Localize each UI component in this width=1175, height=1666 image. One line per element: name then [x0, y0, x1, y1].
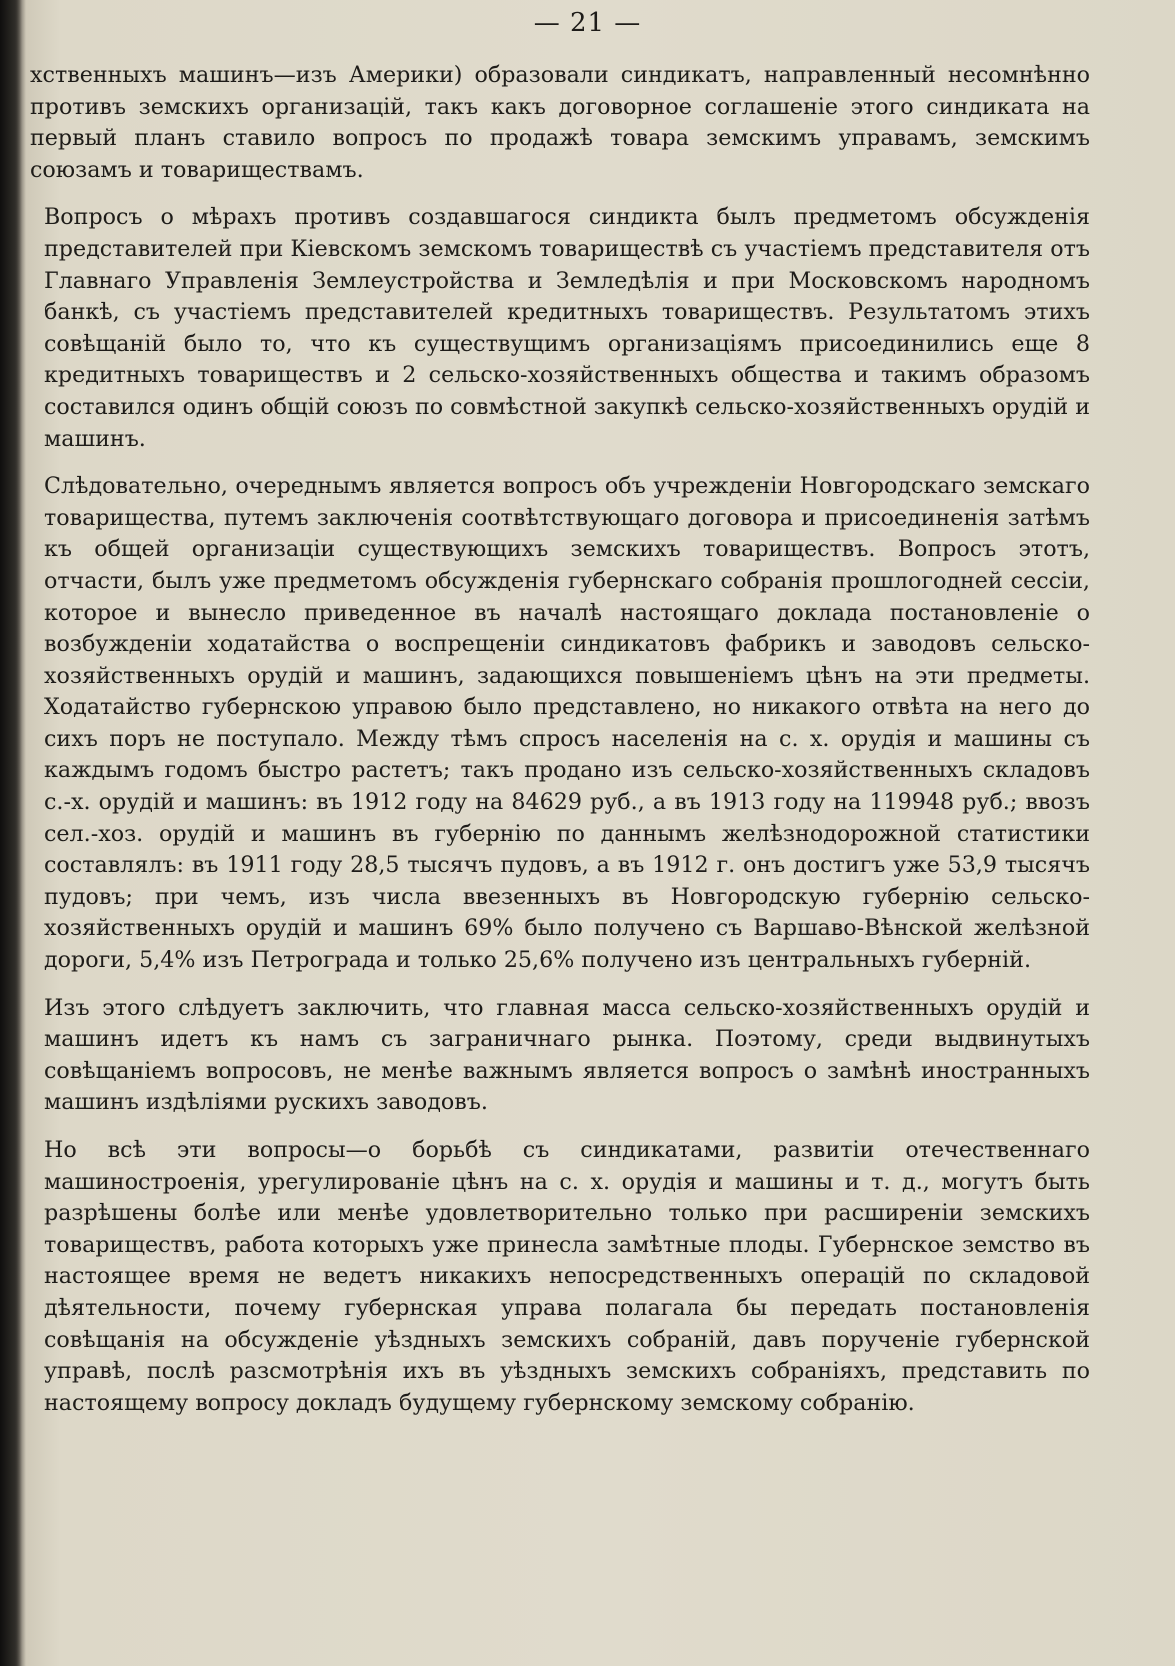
paragraph-5: Но всѣ эти вопросы—о борьбѣ съ синдикатами, развитіи отечественнаго машиностроенія, урегулированіе цѣнъ на с. х. орудія и машины и т. д., могутъ быть разрѣшены болѣе или менѣе удовлетворительно только при расширеніи земскихъ товариществъ, работа которыхъ уже принесла замѣтные плоды. Губернское земство въ настоящее время не ведетъ никакихъ непосредственныхъ операцій по складовой дѣятельности, почему губернская управа полагала бы передать постановленія совѣщанія на обсужденіе уѣздныхъ земскихъ собраній, давъ порученіе губернской управѣ, послѣ разсмотрѣнія ихъ въ уѣздныхъ земскихъ собраніяхъ, представить по настоящему вопросу докладъ будущему губернскому земскому собранію.: [44, 1137, 1090, 1416]
page-number: — 21 —: [533, 8, 642, 38]
document-body: [30, 60, 1090, 1419]
book-spine-shadow: [0, 0, 22, 1666]
paragraph-4: Изъ этого слѣдуетъ заключить, что главная масса сельско-хозяйственныхъ орудій и машинъ идетъ къ намъ съ заграничнаго рынка. Поэтому, среди выдвинутыхъ совѣщаніемъ вопросовъ, не менѣе важнымъ является вопросъ о замѣнѣ иностранныхъ машинъ издѣліями рускихъ заводовъ.: [44, 994, 1090, 1116]
paragraph-2: Вопросъ о мѣрахъ противъ создавшагося синдикта былъ предметомъ обсужденія представителей при Кіевскомъ земскомъ товариществѣ съ участіемъ представителя отъ Главнаго Управленія Землеустройства и Земледѣлія и при Московскомъ народномъ банкѣ, съ участіемъ представителей кредитныхъ товариществъ. Результатомъ этихъ совѣщаній было то, что къ существущимъ организаціямъ присоединились еще 8 кредитныхъ товариществъ и 2 сельско-хозяйственныхъ общества и такимъ образомъ составился одинъ общій союзъ по совмѣстной закупкѣ сельско-хозяйственныхъ орудій и машинъ.: [44, 204, 1090, 452]
paragraph-1: хственныхъ машинъ—изъ Америки) образовали синдикатъ, направленный несомнѣнно противъ земскихъ организацій, такъ какъ договорное соглашеніе этого синдиката на первый планъ ставило вопросъ по продажѣ товара земскимъ управамъ, земскимъ союзамъ и товариществамъ.: [30, 62, 1090, 183]
paragraph-3: Слѣдовательно, очереднымъ является вопросъ объ учрежденіи Новгородскаго земскаго товарищества, путемъ заключенія соотвѣтствующаго договора и присоединенія затѣмъ къ общей организаціи существующихъ земскихъ товариществъ. Вопросъ этотъ, отчасти, былъ уже предметомъ обсужденія губернскаго собранія прошлогодней сессіи, которое и вынесло приведенное въ началѣ настоящаго доклада постановленіе о возбужденіи ходатайства о воспрещеніи синдикатовъ фабрикъ и заводовъ сельско-хозяйственныхъ орудій и машинъ, задающихся повышеніемъ цѣнъ на эти предметы. Ходатайство губернскою управою было представлено, но никакого отвѣта на него до сихъ поръ не поступало. Между тѣмъ спросъ населенія на с. х. орудія и машины съ каждымъ годомъ быстро растетъ; такъ продано изъ сельско-хозяйственныхъ складовъ с.-х. орудій и машинъ: въ 1912 году на 84629 руб., а въ 1913 году на 119948 руб.; ввозъ сел.-хоз. орудій и машинъ въ губернію по даннымъ желѣзнодорожной статистики составлялъ: въ 1911 году 28,5 тысячъ пудовъ, а въ 1912 г. онъ достигъ уже 53,9 тысячъ пудовъ; при чемъ, изъ числа ввезенныхъ въ Новгородскую губернію сельско-хозяйственныхъ орудій и машинъ 69% было получено съ Варшаво-Вѣнской желѣзной дороги, 5,4% изъ Петрограда и только 25,6% получено изъ центральныхъ губерній.: [44, 473, 1090, 974]
